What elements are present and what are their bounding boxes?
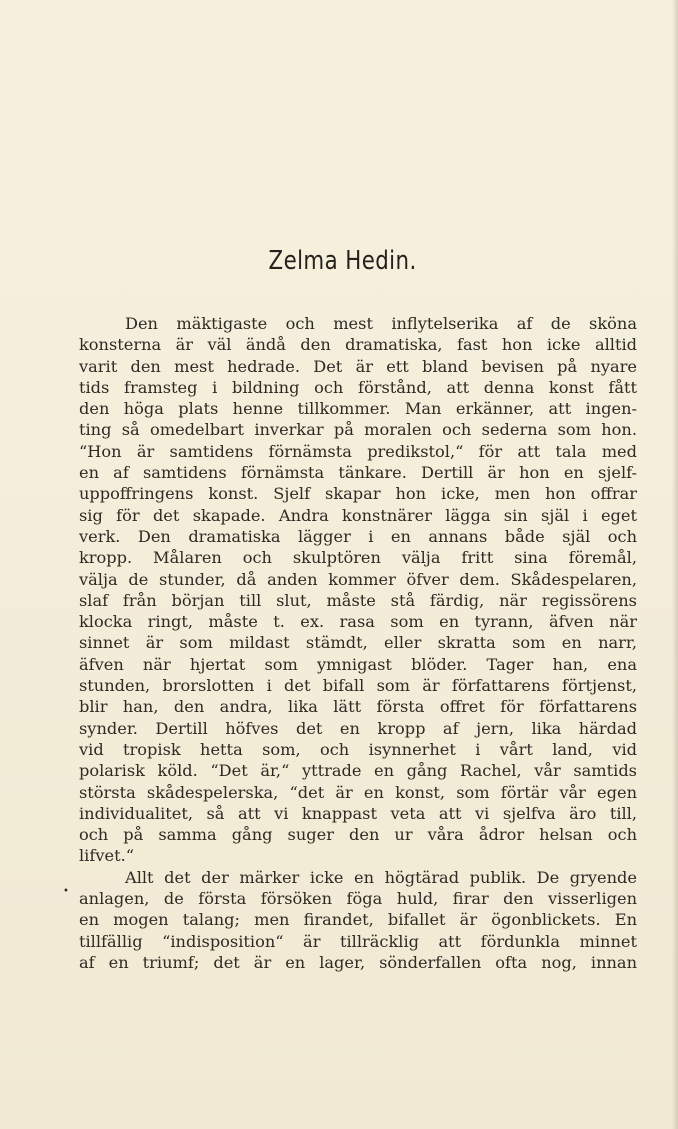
text-line: uppoffringens konst. Sjelf skapar hon icke, men hon offrar — [79, 484, 637, 504]
text-line: tids framsteg i bildning och förstånd, att denna konst fått — [79, 377, 637, 397]
text-line: äfven när hjertat som ymnigast blöder. Tager han, ena — [79, 654, 637, 674]
text-line: sinnet är som mildast stämdt, eller skratta som en narr, — [79, 633, 637, 653]
text-line: Den mäktigaste och mest inflytelserika af de sköna — [125, 314, 637, 333]
text-line: slaf från början till slut, måste stå färdig, när regissörens — [79, 590, 637, 610]
text-line: kropp. Målaren och skulptören välja fritt sina föremål, — [79, 548, 637, 568]
text-line: synder. Dertill höfves det en kropp af jern, lika härdad — [79, 718, 637, 738]
chapter-title: Zelma Hedin. — [268, 246, 417, 276]
text-line: lifvet.“ — [79, 846, 134, 866]
text-line: välja de stunder, då anden kommer öfver dem. Skådespelaren, — [79, 569, 637, 589]
text-line: af en triumf; det är en lager, sönderfallen ofta nog, innan — [79, 952, 637, 972]
text-line: verk. Den dramatiska lägger i en annans både själ och — [79, 526, 637, 546]
text-line: Allt det der märker icke en högtärad publik. De gryende — [125, 867, 637, 887]
text-line: ting så omedelbart inverkar på moralen och sederna som hon. — [79, 420, 637, 440]
text-line: tillfällig “indisposition“ är tillräcklig att fördunkla minnet — [79, 931, 637, 951]
paragraph-marker-dot: • — [63, 886, 69, 897]
text-line: blir han, den andra, lika lätt första offret för författarens — [79, 697, 637, 717]
text-line: och på samma gång suger den ur våra ådror helsan och — [79, 825, 637, 845]
text-line: stunden, brorslotten i det bifall som är författarens förtjenst, — [79, 676, 637, 696]
text-line: individualitet, så att vi knappast veta att vi sjelfva äro till, — [79, 803, 637, 823]
text-line: klocka ringt, måste t. ex. rasa som en tyrann, äfven när — [79, 612, 637, 632]
page-edge-shadow — [672, 0, 678, 1129]
text-line: en af samtidens förnämsta tänkare. Dertill är hon en sjelf- — [79, 463, 637, 483]
text-line: konsterna är väl ändå den dramatiska, fast hon icke alltid — [79, 335, 637, 355]
text-line: polarisk köld. “Det är,“ yttrade en gång Rachel, vår samtids — [79, 761, 637, 781]
text-line: “Hon är samtidens förnämsta predikstol,“ för att tala med — [79, 441, 637, 461]
text-line: anlagen, de första försöken föga huld, firar den visserligen — [79, 889, 637, 909]
text-line: största skådespelerska, “det är en konst, som förtär vår egen — [79, 782, 637, 802]
body-text — [79, 313, 637, 973]
text-line: den höga plats henne tillkommer. Man erkänner, att ingen- — [79, 399, 637, 419]
text-line: varit den mest hedrade. Det är ett bland bevisen på nyare — [79, 356, 637, 376]
text-line: vid tropisk hetta som, och isynnerhet i vårt land, vid — [79, 739, 637, 759]
text-line: sig för det skapade. Andra konstnärer lägga sin själ i eget — [79, 505, 637, 525]
text-line: en mogen talang; men firandet, bifallet är ögonblickets. En — [79, 910, 637, 930]
